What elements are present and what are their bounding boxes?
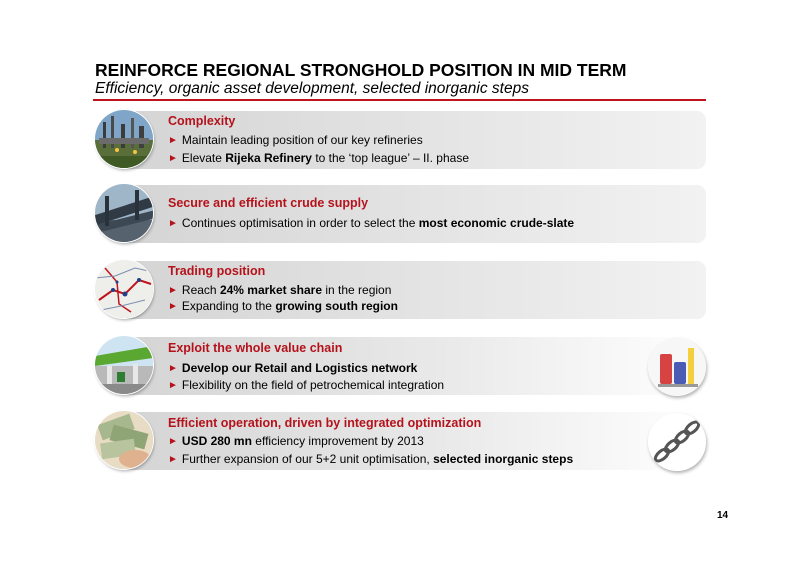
bullet-text: Elevate [181,151,226,165]
chain-photo-icon [648,413,706,471]
bullet-arrow-icon: ► [168,135,178,146]
map-photo-icon [95,260,153,318]
bullet-arrow-icon: ► [168,380,178,391]
bullet-arrow-icon: ► [168,363,178,374]
slide-subtitle: Efficiency, organic asset development, selected inorganic steps [95,80,529,97]
section-heading: Trading position [168,264,266,278]
bullet-text: Further expansion of our 5+2 unit optimisation, [181,452,434,466]
bullet-bold-text: 24% market share [219,283,323,297]
section-heading: Efficient operation, driven by integrated optimization [168,416,482,430]
bullet-arrow-icon: ► [168,436,178,447]
bullet-arrow-icon: ► [168,218,178,229]
bullet-item [168,361,417,375]
title-rule [93,99,706,101]
section-heading: Exploit the whole value chain [168,341,343,355]
bullet-item [168,434,424,448]
section-heading: Secure and efficient crude supply [168,196,369,210]
section-heading: Complexity [168,114,236,128]
bullet-bold-text: USD 280 mn [181,434,252,448]
bullet-text: in the region [322,283,392,297]
lab-flasks-photo-icon [648,338,706,396]
bullet-item [168,452,573,466]
bullet-arrow-icon: ► [168,301,178,312]
bullet-item [168,299,398,313]
bullet-bold-text: growing south region [275,299,398,313]
bullet-text: Continues optimisation in order to select the [181,216,419,230]
money-photo-icon [95,411,153,469]
bullet-text: Flexibility on the field of petrochemical integration [181,378,445,392]
bullet-item [168,283,391,297]
bullet-text: to the ‘top league’ – II. phase [311,151,469,165]
bullet-bold-text: Rijeka Refinery [225,151,312,165]
bullet-bold-text: selected inorganic steps [433,452,574,466]
petrol-station-photo-icon [95,336,153,394]
bullet-text: Maintain leading position of our key refineries [181,133,423,147]
refinery-photo-icon [95,110,153,168]
bullet-arrow-icon: ► [168,285,178,296]
bullet-bold-text: Develop our Retail and Logistics network [181,361,418,375]
bullet-bold-text: most economic crude-slate [418,216,575,230]
pipeline-photo-icon [95,184,153,242]
bullet-arrow-icon: ► [168,153,178,164]
page-number: 14 [717,510,729,521]
bullet-text: Expanding to the [181,299,276,313]
bullet-item [168,133,423,147]
bullet-arrow-icon: ► [168,454,178,465]
bullet-text: Reach [181,283,220,297]
slide-title: REINFORCE REGIONAL STRONGHOLD POSITION IN MID TERM [95,60,627,80]
bullet-item [168,216,574,230]
bullet-item [168,378,444,392]
bullet-item [168,151,469,165]
section-band-crude-supply [118,185,706,243]
bullet-text: efficiency improvement by 2013 [251,434,424,448]
